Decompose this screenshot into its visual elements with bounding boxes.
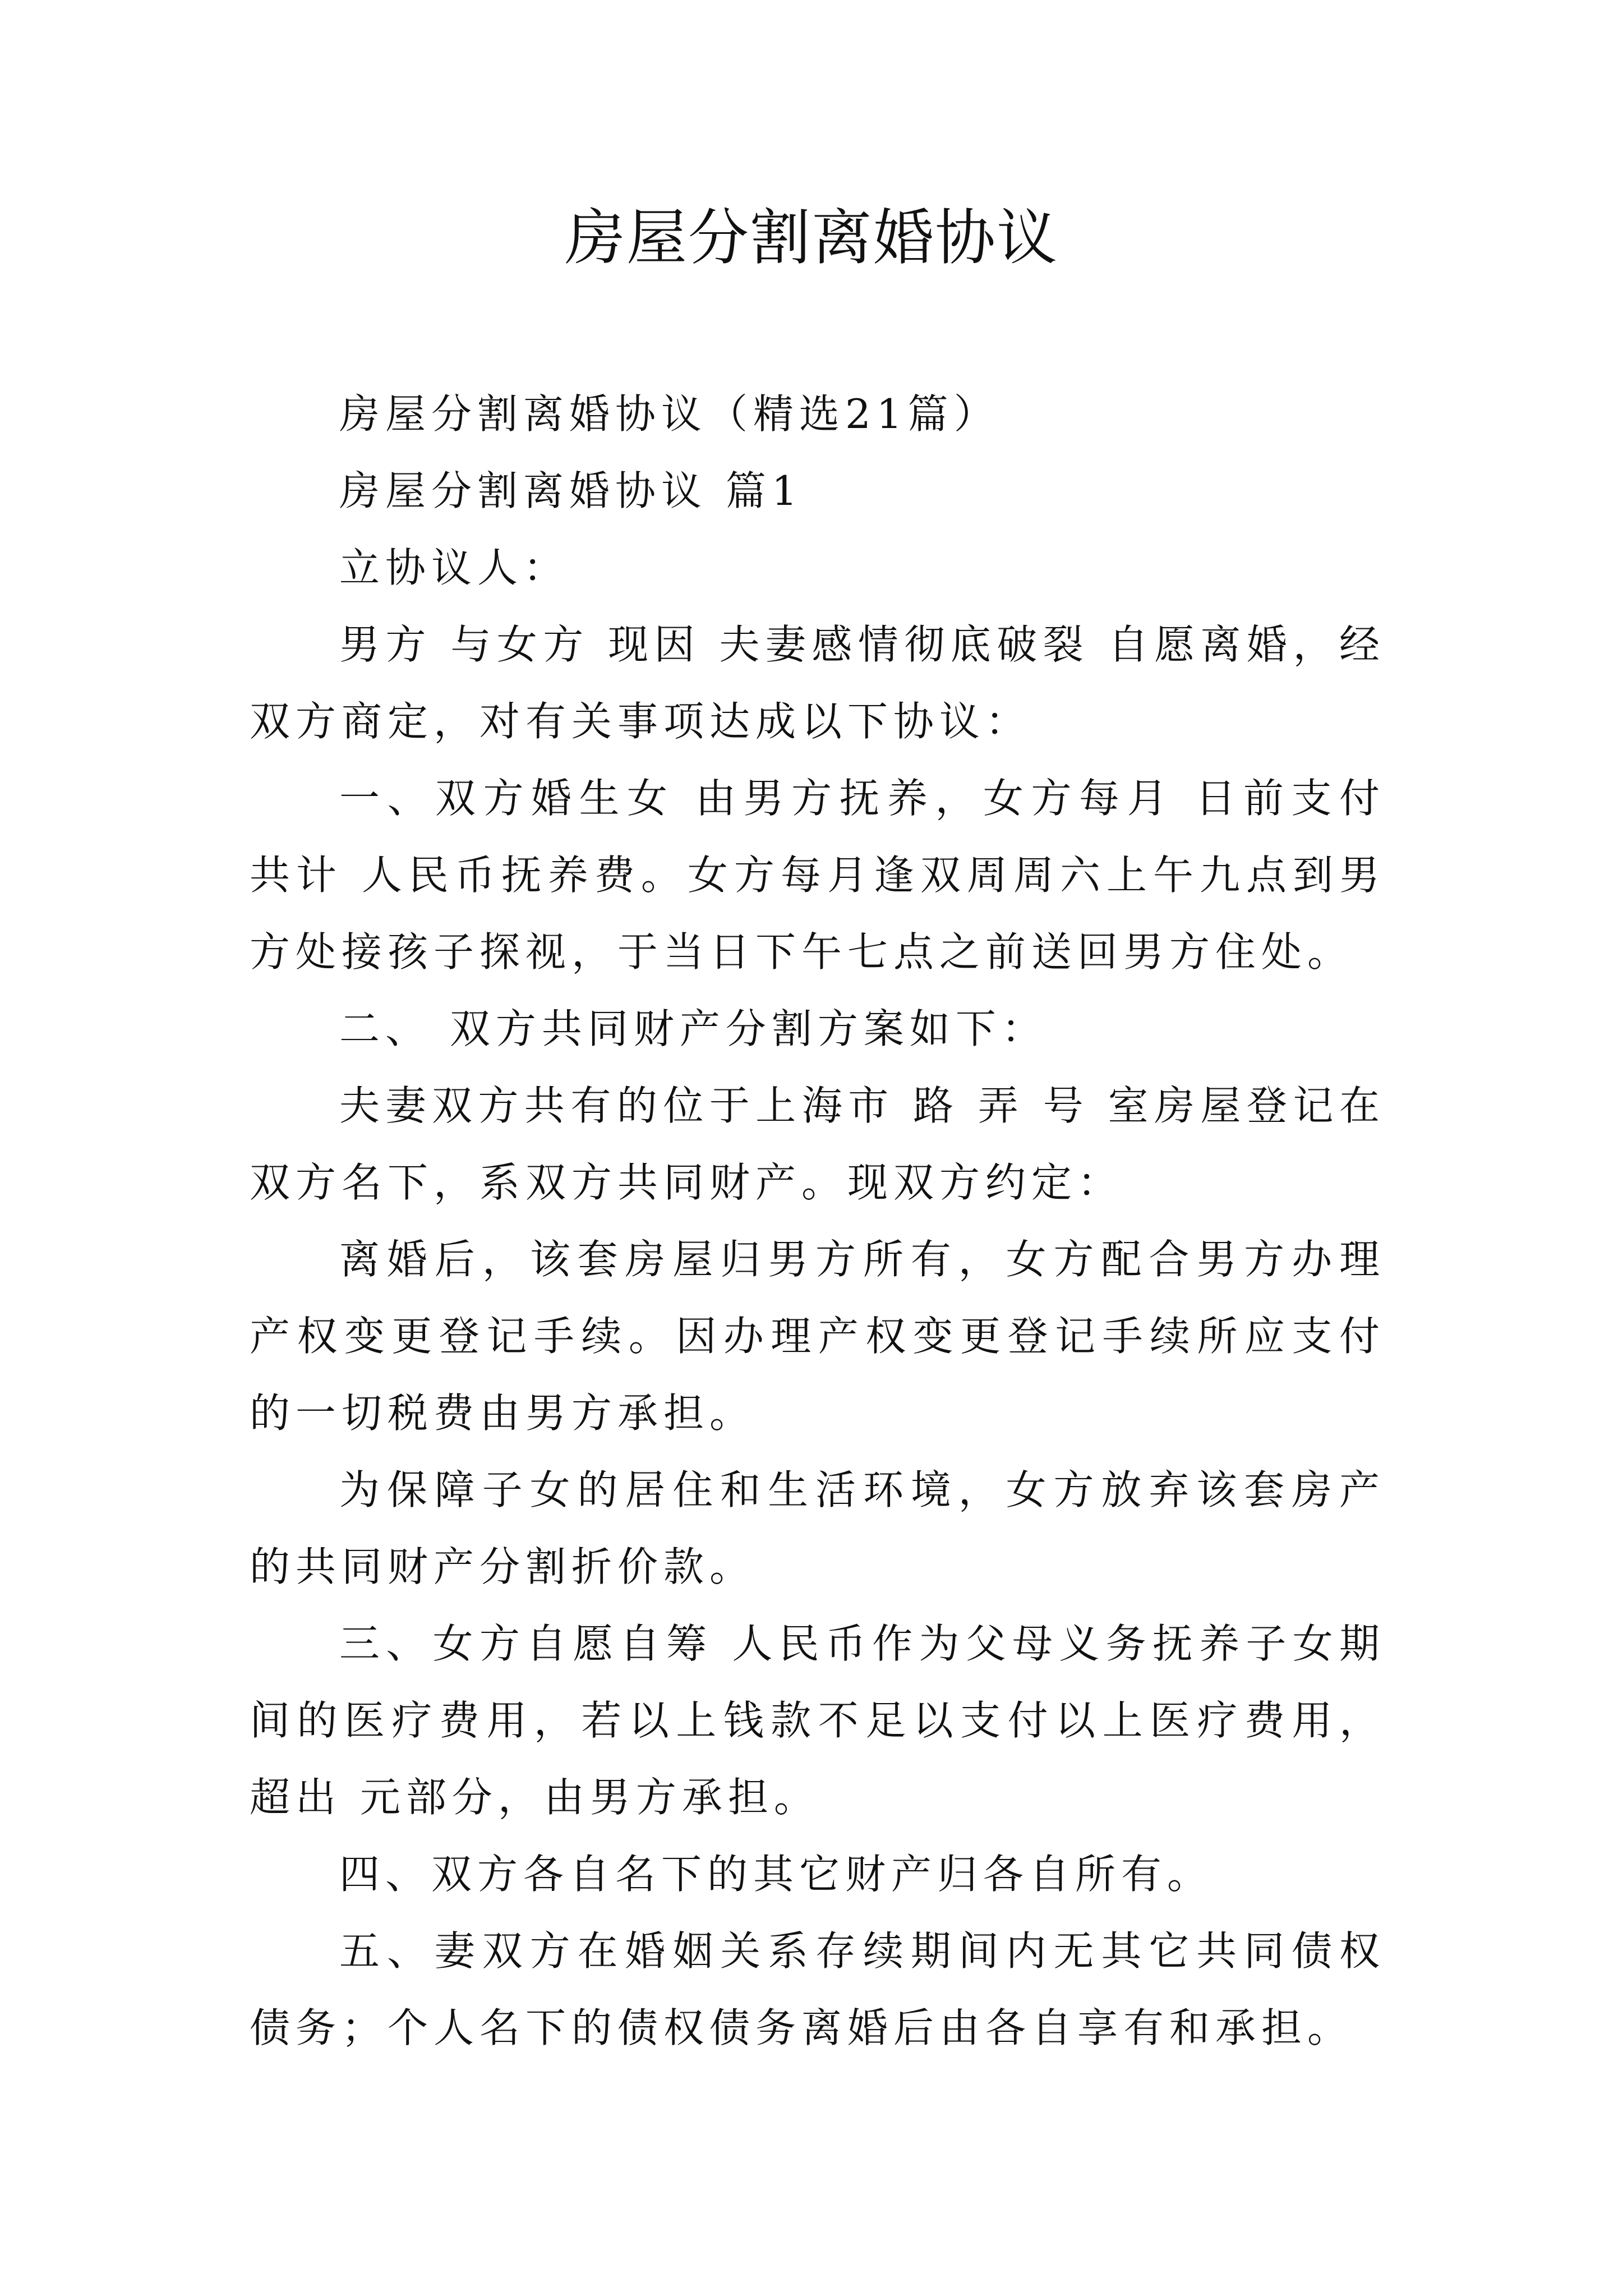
paragraph-clause-4: 四、双方各自名下的其它财产归各自所有。	[339, 1851, 1214, 1898]
paragraph-subtitle: 房屋分割离婚协议（精选21篇）	[339, 390, 1000, 438]
paragraph-clause-5: 五、妻双方在婚姻关系存续期间内无其它共同债权债务；个人名下的债权债务离婚后由各自享有和承担。	[250, 1927, 1385, 2051]
paragraph-transfer: 离婚后，该套房屋归男方所有，女方配合男方办理产权变更登记手续。因办理产权变更登记手续所应支付的一切税费由男方承担。	[250, 1236, 1385, 1437]
document-title: 房屋分割离婚协议	[564, 203, 1058, 273]
document-body	[250, 376, 1385, 2067]
paragraph-clause-3: 三、女方自愿自筹 人民币作为父母义务抚养子女期间的医疗费用，若以上钱款不足以支付以上医疗费用，超出 元部分，由男方承担。	[250, 1620, 1385, 1821]
paragraph-section-heading: 房屋分割离婚协议 篇1	[339, 467, 803, 514]
paragraph-property: 夫妻双方共有的位于上海市 路 弄 号 室房屋登记在双方名下，系双方共同财产。现双方约定：	[250, 1082, 1385, 1206]
paragraph-clause-1: 一、双方婚生女 由男方抚养，女方每月 日前支付共计 人民币抚养费。女方每月逢双周周六上午九点到男方处接孩子探视，于当日下午七点之前送回男方住处。	[250, 775, 1385, 976]
paragraph-parties: 立协议人：	[339, 544, 570, 591]
paragraph-clause-2: 二、 双方共同财产分割方案如下：	[339, 1005, 1048, 1052]
paragraph-intro: 男方 与女方 现因 夫妻感情彻底破裂 自愿离婚，经双方商定，对有关事项达成以下协议：	[250, 621, 1385, 745]
paragraph-waiver: 为保障子女的居住和生活环境，女方放弃该套房产的共同财产分割折价款。	[250, 1466, 1385, 1590]
